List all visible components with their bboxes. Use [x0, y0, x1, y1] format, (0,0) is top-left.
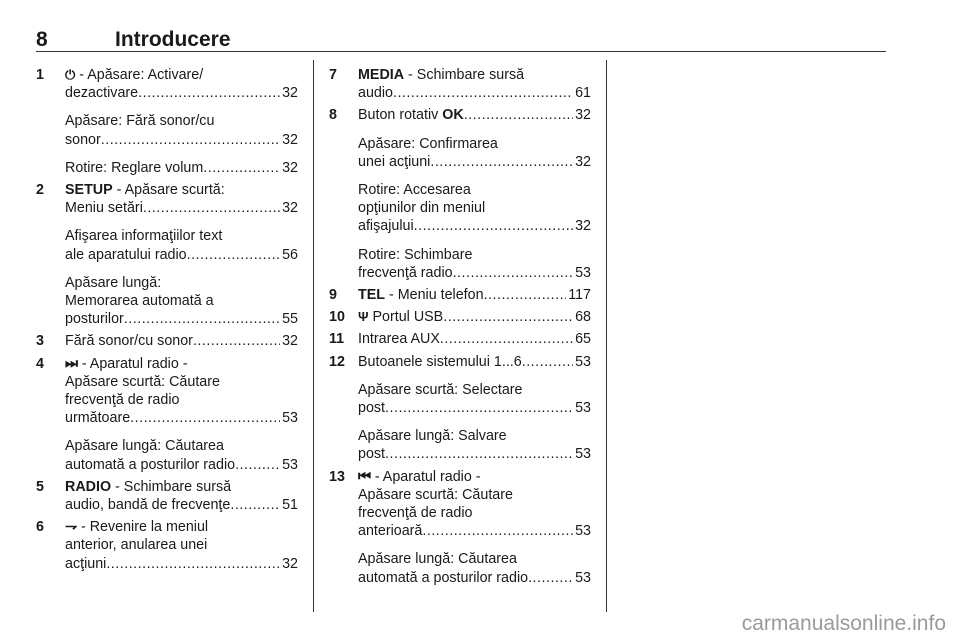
- page-ref: 53: [575, 353, 591, 370]
- header-rule: [36, 51, 886, 52]
- entry-4: 4 ⏭ - Aparatul radio - Apăsare scurtă: Căutare frecvenţă de radio următoare ..... 53 Apăsare lungă: Căutarea automată a posturilor radio ..... 53: [36, 355, 298, 474]
- page-number: 8: [36, 28, 48, 51]
- radio-key: RADIO: [65, 478, 112, 495]
- page-ref: 56: [282, 246, 298, 263]
- entry-2: 2 SETUP - Apăsare scurtă: Meniu setări ..... 32 Afişarea informaţiilor text ale aparatului radio ..... 56 Apăsare lungă: Memorarea automată a posturilor ..... 55: [36, 181, 298, 328]
- entry-13: 13 ⏮ - Aparatul radio - Apăsare scurtă: Căutare frecvenţă de radio anterioară ..... 53 Apăsare lungă: Căutarea automată a posturilor radio ..... 53: [329, 468, 591, 587]
- page-ref: 53: [575, 446, 591, 463]
- entry-5: 5 RADIO - Schimbare sursă audio, bandă de frecvenţe ..... 51: [36, 478, 298, 514]
- usb-icon: Ψ: [358, 309, 369, 325]
- column-divider-left: [313, 60, 314, 612]
- next-track-icon: ⏭: [65, 355, 78, 372]
- page-ref: 53: [575, 569, 591, 586]
- entry-9: 9 TEL - Meniu telefon ..... 117: [329, 286, 591, 304]
- entry-10: 10 Ψ Portul USB ..... 68: [329, 308, 591, 326]
- page-ref: 53: [575, 523, 591, 540]
- page-ref: 68: [575, 309, 591, 326]
- page-ref: 55: [282, 311, 298, 328]
- page-ref: 32: [575, 218, 591, 235]
- previous-track-icon: ⏮: [358, 468, 371, 485]
- column-right: [329, 66, 591, 587]
- page-ref: 32: [282, 131, 298, 148]
- page-ref: 53: [282, 456, 298, 473]
- back-icon: ⇁: [65, 519, 77, 536]
- media-key: MEDIA: [358, 67, 405, 83]
- page-ref: 51: [282, 497, 298, 514]
- page-title: Introducere: [115, 28, 231, 51]
- entry-8: 8 Buton rotativ OK ..... 32 Apăsare: Confirmarea unei acţiuni ..... 32 Rotire: Accesarea opţiunilor din meniul afişajului ..... 32 Rotire: Schimbare frecvenţă radio ..... 53: [329, 106, 591, 282]
- page-ref: 53: [575, 264, 591, 281]
- page-ref: 32: [575, 107, 591, 124]
- entry-12: 12 Butoanele sistemului 1...6 ..... 53 Apăsare scurtă: Selectare post ..... 53 Apăsare lungă: Salvare post ..... 53: [329, 353, 591, 464]
- page-ref: 32: [282, 159, 298, 176]
- ok-key: OK: [442, 107, 464, 124]
- page-ref: 32: [575, 153, 591, 170]
- setup-key: SETUP: [65, 182, 113, 199]
- page-ref: 32: [282, 555, 298, 572]
- entry-11: 11 Intrarea AUX ..... 65: [329, 330, 591, 348]
- entry-7: 7 MEDIA - Schimbare sursă audio ..... 61: [329, 66, 591, 102]
- power-icon: ⏻: [65, 67, 76, 82]
- entry-6: 6 ⇁ - Revenire la meniul anterior, anularea unei acţiuni ..... 32: [36, 518, 298, 573]
- page-ref: 117: [568, 287, 591, 304]
- page-ref: 32: [282, 200, 298, 217]
- page-ref: 53: [282, 410, 298, 427]
- column-left: [36, 66, 298, 573]
- entry-1: 1 ⏻ - Apăsare: Activare/ dezactivare ..... 32 Apăsare: Fără sonor/cu sonor ..... 32 Rotire: Reglare volum ..... 32: [36, 66, 298, 177]
- page-ref: 65: [575, 331, 591, 348]
- page-ref: 32: [282, 85, 298, 102]
- column-divider-right: [606, 60, 607, 612]
- page-ref: 32: [282, 333, 298, 350]
- page-ref: 61: [575, 85, 591, 102]
- watermark: carmanualsonline.info: [741, 612, 946, 635]
- page-ref: 53: [575, 400, 591, 417]
- entry-3: 3 Fără sonor/cu sonor ..... 32: [36, 332, 298, 350]
- page-header: [36, 28, 886, 52]
- tel-key: TEL: [358, 287, 386, 304]
